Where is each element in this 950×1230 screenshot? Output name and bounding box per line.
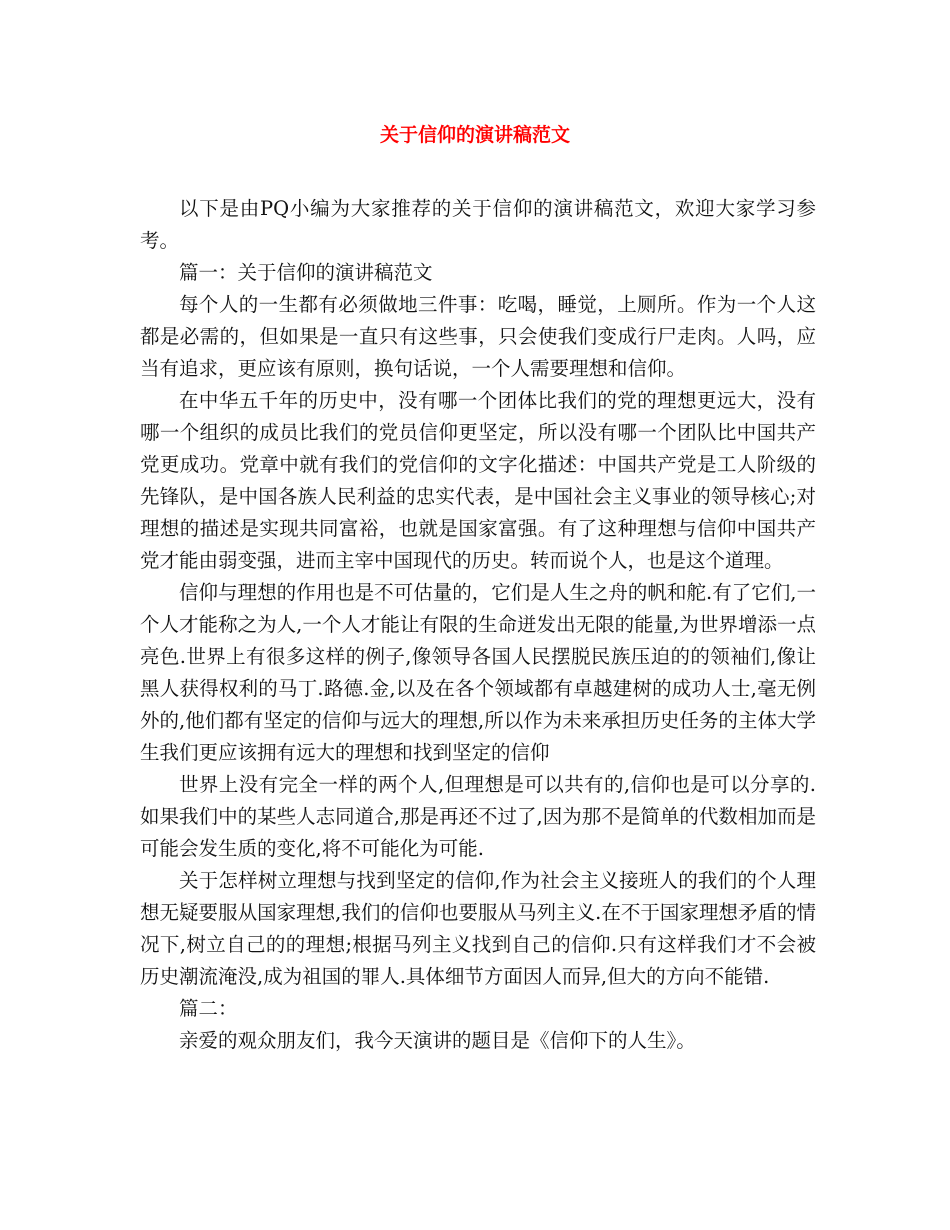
- section-2-first-paragraph: 亲爱的观众朋友们，我今天演讲的题目是《信仰下的人生》。: [179, 1029, 696, 1052]
- intro-paragraph: 以下是由PQ小编为大家推荐的关于信仰的演讲稿范文，欢迎大家学习参考。: [140, 197, 816, 252]
- document-body: [140, 193, 816, 1057]
- section-1-heading: 篇一：关于信仰的演讲稿范文: [179, 261, 433, 284]
- body-paragraph-4: 世界上没有完全一样的两个人,但理想是可以共有的,信仰也是可以分享的.如果我们中的某些人志同道合,那是再还不过了,因为那不是简单的代数相加而是可能会发生质的变化,将不可能化为可能.: [140, 773, 816, 860]
- section-2-heading: 篇二：: [179, 997, 238, 1020]
- body-paragraph-5: 关于怎样树立理想与找到坚定的信仰,作为社会主义接班人的我们的个人理想无疑要服从国家理想,我们的信仰也要服从马列主义.在不于国家理想矛盾的情况下,树立自己的的理想;根据马列主义找到自己的信仰.只有这样我们才不会被历史潮流淹没,成为祖国的罪人.具体细节方面因人而异,但大的方向不能错.: [140, 869, 816, 988]
- body-paragraph-3: 信仰与理想的作用也是不可估量的，它们是人生之舟的帆和舵.有了它们,一个人才能称之为人,一个人才能让有限的生命迸发出无限的能量,为世界增添一点亮色.世界上有很多这样的例子,像领导各国人民摆脱民族压迫的的领袖们,像让黑人获得权利的马丁.路德.金,以及在各个领域都有卓越建树的成功人士,毫无例外的,他们都有坚定的信仰与远大的理想,所以作为未来承担历史任务的主体大学生我们更应该拥有远大的理想和找到坚定的信仰: [140, 581, 816, 764]
- body-paragraph-1: 每个人的一生都有必须做地三件事：吃喝，睡觉，上厕所。作为一个人这都是必需的，但如果是一直只有这些事，只会使我们变成行尸走肉。人吗，应当有追求，更应该有原则，换句话说，一个人需要理想和信仰。: [140, 293, 816, 380]
- body-paragraph-2: 在中华五千年的历史中，没有哪一个团体比我们的党的理想更远大，没有哪一个组织的成员比我们的党员信仰更坚定，所以没有哪一个团队比中国共产党更成功。党章中就有我们的党信仰的文字化描述：中国共产党是工人阶级的先锋队，是中国各族人民利益的忠实代表，是中国社会主义事业的领导核心;对理想的描述是实现共同富裕，也就是国家富强。有了这种理想与信仰中国共产党才能由弱变强，进而主宰中国现代的历史。转而说个人，也是这个道理。: [140, 389, 816, 572]
- document-title: 关于信仰的演讲稿范文: [379, 124, 570, 146]
